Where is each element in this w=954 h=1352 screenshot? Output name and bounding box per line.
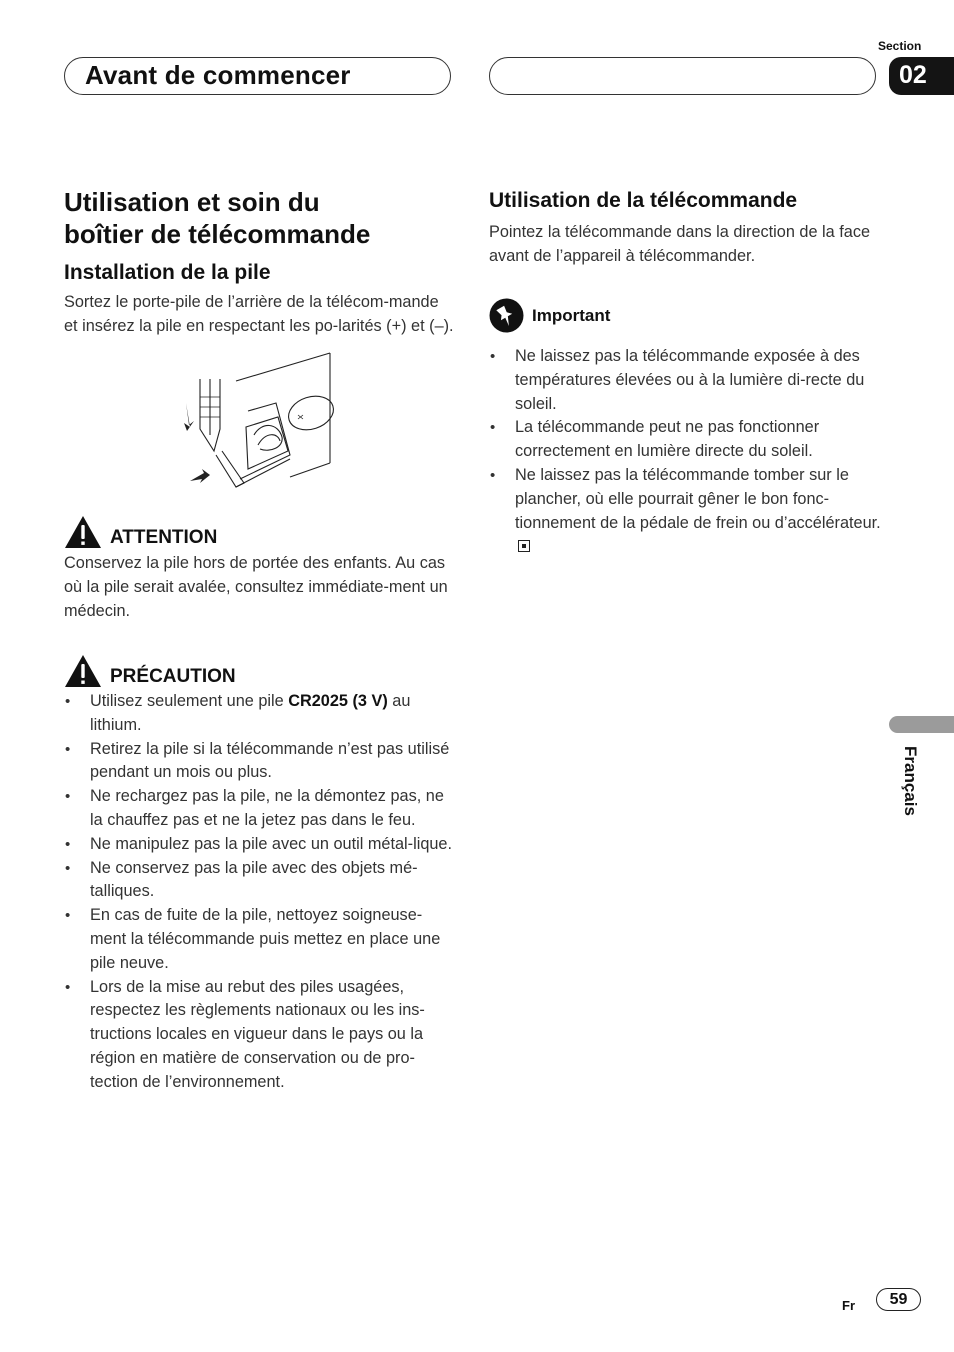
list-item: • Utilisez seulement une pile CR2025 (3 V) au lithium. [64,690,454,738]
section-number: 02 [899,61,927,89]
important-header [489,298,881,333]
section-tab [889,57,954,95]
pushpin-icon [489,298,524,333]
install-text: Sortez le porte-pile de l’arrière de la télécom-mande et insérez la pile en respectant les po-larités (+) et (–). [64,293,454,335]
language-label: Français [901,746,920,816]
chapter-title: Avant de commencer [85,60,351,90]
end-of-section-icon [518,540,530,552]
list-item: • Ne conservez pas la pile avec des objets mé-talliques. [64,857,454,905]
attention-header [64,515,454,549]
language-tab-bar [889,716,954,733]
list-item: • La télécommande peut ne pas fonctionner correctement en lumière directe du soleil. [489,416,881,464]
section-label: Section [878,39,922,53]
install-heading: Installation de la pile [64,261,271,284]
remote-usage-text: Pointez la télécommande dans la direction de la face avant de l’appareil à télécommander. [489,223,871,265]
warning-triangle-icon [64,515,102,549]
language-code: Fr [842,1298,855,1313]
left-column [64,186,454,1095]
list-item: • Ne manipulez pas la pile avec un outil métal-lique. [64,833,454,857]
list-item: • Ne laissez pas la télécommande exposée à des températures élevées ou à la lumière di-recte du soleil. [489,345,881,416]
list-item: • Ne rechargez pas la pile, ne la démontez pas, ne la chauffez pas et ne la jetez pas dans le feu. [64,785,454,833]
page-number: 59 [876,1288,921,1311]
battery-type: CR2025 (3 V) [288,692,388,710]
precaution-header [64,654,454,688]
attention-text: Conservez la pile hors de portée des enfants. Au cas où la pile serait avalée, consultez immédiate-ment un médecin. [64,554,448,620]
chapter-title-box [64,57,451,95]
important-list [489,345,881,559]
warning-triangle-icon [64,654,102,688]
important-title: Important [532,305,611,325]
page-title: Utilisation et soin du boîtier de télécommande [64,187,371,249]
remote-usage-heading: Utilisation de la télécommande [489,189,798,212]
right-column [489,186,881,559]
attention-title: ATTENTION [110,527,218,548]
precaution-title: PRÉCAUTION [110,666,236,687]
list-item: • En cas de fuite de la pile, nettoyez soigneuse-ment la télécommande puis mettez en place une pile neuve. [64,904,454,975]
list-item: • Retirez la pile si la télécommande n’est pas utilisé pendant un mois ou plus. [64,738,454,786]
header-empty-box [489,57,876,95]
list-item: • Lors de la mise au rebut des piles usagées, respectez les règlements nationaux ou les ins-tructions locales en vigueur dans le pays ou la région en matière de conservation ou de pro-tection de l’environnement. [64,976,454,1095]
battery-installation-illustration [178,351,338,493]
list-item: • Ne laissez pas la télécommande tomber sur le plancher, où elle pourrait gêner le bon fonc-tionnement de la pédale de frein ou d’accélérateur. [489,464,881,559]
precaution-list [64,690,454,1095]
